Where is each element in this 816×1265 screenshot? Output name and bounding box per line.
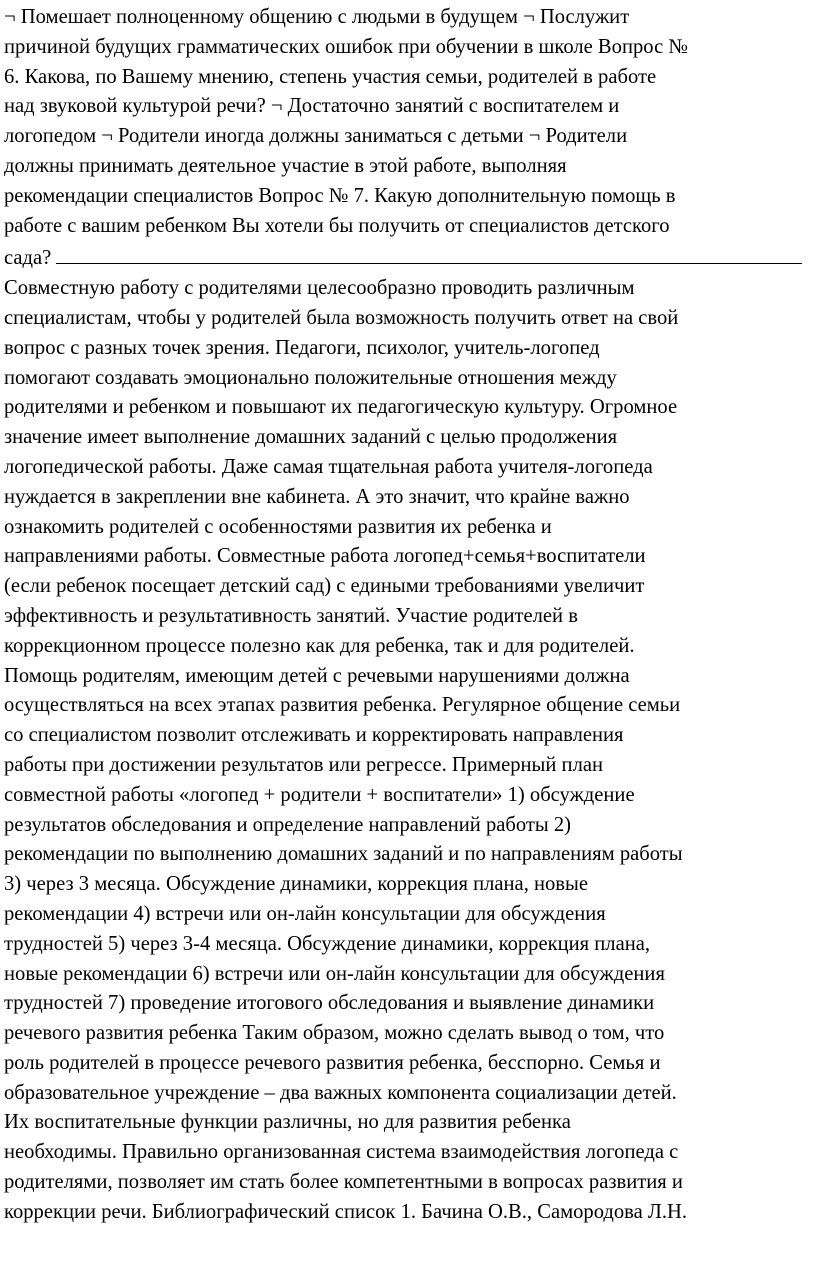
text-line: рекомендации специалистов Вопрос № 7. Какую дополнительную помощь в [4,184,676,207]
text-line: сада? [4,247,57,270]
text-line: результатов обследования и определение направлений работы 2) [4,813,572,836]
answer-line [4,241,812,274]
text-line: эффективность и результативность занятий. Участие родителей в [4,604,578,627]
text-line: причиной будущих грамматических ошибок при обучении в школе Вопрос № [4,35,689,58]
text-line: 6. Какова, по Вашему мнению, степень участия семьи, родителей в работе [4,65,657,88]
text-line: коррекционном процессе полезно как для ребенка, так и для родителей. [4,634,635,657]
text-line: трудностей 5) через 3-4 месяца. Обсуждение динамики, коррекция плана, [4,932,651,955]
text-line: родителями, позволяет им стать более компетентными в вопросах развития и [4,1171,683,1194]
text-line: рекомендации по выполнению домашних заданий и по направлениям работы [4,843,683,866]
text-line: Помощь родителям, имеющим детей с речевыми нарушениями должна [4,664,630,687]
text-line: помогают создавать эмоционально положительные отношения между [4,366,617,389]
text-line: работе с вашим ребенком Вы хотели бы получить от специалистов детского [4,214,670,237]
text-line: нуждается в закреплении вне кабинета. А это значит, что крайне важно [4,485,630,508]
text-line: совместной работы «логопед + родители + воспитатели» 1) обсуждение [4,783,635,806]
text-line: значение имеет выполнение домашних заданий с целью продолжения [4,426,618,449]
text-line: новые рекомендации 6) встречи или он-лайн консультации для обсуждения [4,962,665,985]
text-line: ознакомить родителей с особенностями развития их ребенка и [4,515,552,538]
text-line: логопедом ¬ Родители иногда должны заниматься с детьми ¬ Родители [4,125,628,148]
text-line: роль родителей в процессе речевого развития ребенка, бесспорно. Семья и [4,1051,661,1074]
text-line: трудностей 7) проведение итогового обследования и выявление динамики [4,992,655,1015]
text-line: коррекции речи. Библиографический список 1. Бачина О.В., Самородова Л.Н. [4,1200,688,1223]
text-line: работы при достижении результатов или регрессе. Примерный план [4,753,604,776]
text-line: со специалистом позволит отслеживать и корректировать направления [4,724,624,747]
text-line: вопрос с разных точек зрения. Педагоги, психолог, учитель-логопед [4,336,600,359]
text-line: над звуковой культурой речи? ¬ Достаточно занятий с воспитателем и [4,95,620,118]
answer-blank [56,241,802,264]
text-line: 3) через 3 месяца. Обсуждение динамики, коррекция плана, новые [4,873,589,896]
text-line: логопедической работы. Даже самая тщательная работа учителя-логопеда [4,455,653,478]
text-line: рекомендации 4) встречи или он-лайн консультации для обсуждения [4,902,606,925]
text-line: Совместную работу с родителями целесообразно проводить различным [4,277,635,300]
text-line: осуществляться на всех этапах развития ребенка. Регулярное общение семьи [4,694,681,717]
text-line: должны принимать деятельное участие в этой работе, выполняя [4,154,567,177]
text-line: речевого развития ребенка Таким образом, можно сделать вывод о том, что [4,1022,665,1045]
text-line: образовательное учреждение – два важных компонента социализации детей. [4,1081,677,1104]
text-line: специалистам, чтобы у родителей была возможность получить ответ на свой [4,306,679,329]
text-line: ¬ Помешает полноценному общению с людьми в будущем ¬ Послужит [4,6,630,28]
text-line: (если ребенок посещает детский сад) с едиными требованиями увеличит [4,575,645,598]
text-line: родителями и ребенком и повышают их педагогическую культуру. Огромное [4,396,678,419]
text-line: направлениями работы. Совместные работа логопед+семья+воспитатели [4,545,646,568]
text-line: Их воспитательные функции различны, но для развития ребенка [4,1111,571,1134]
text-line: необходимы. Правильно организованная система взаимодействия логопеда с [4,1141,679,1164]
